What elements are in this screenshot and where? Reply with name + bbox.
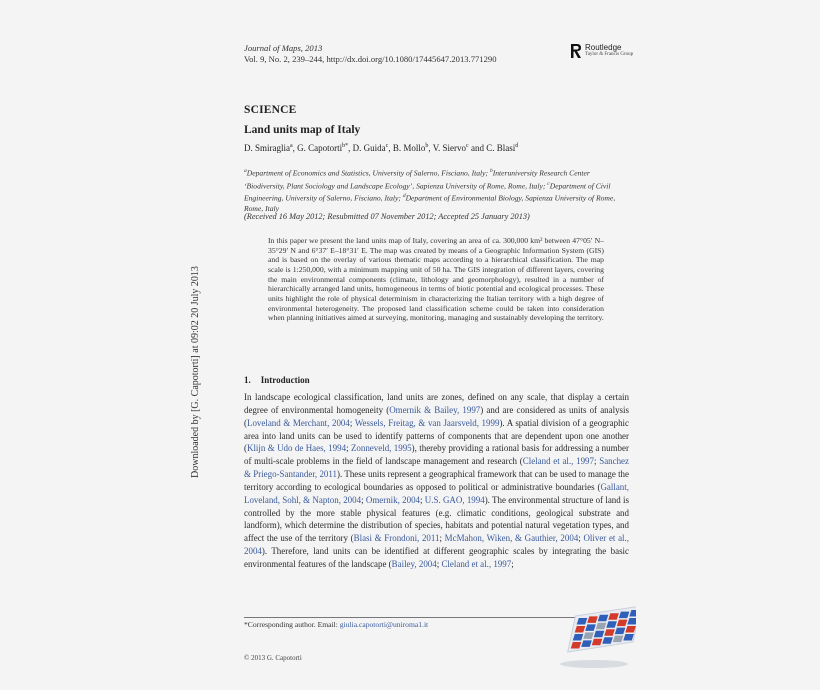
publisher-logo	[570, 43, 633, 59]
download-note: Downloaded by [G. Capotorti] at 09:02 20 July 2013	[190, 266, 201, 478]
citation-link[interactable]: Cleland et al., 1997	[522, 456, 594, 467]
citation-link[interactable]: U.S. GAO, 1994	[424, 494, 485, 505]
routledge-r-icon	[570, 43, 582, 59]
author-separator: ,	[348, 143, 353, 153]
author-affiliation-mark: c	[466, 143, 469, 149]
abstract: In this paper we present the land units map of Italy, covering an area of ca. 300,000 km² between 47°05′ N–35°29′ N and 6°37′ E–18°31′ E. The map was created by means of a Geographic Information System (GIS) and is based on the overlay of various thematic maps according to a hierarchical classification. The map scale is 1:250,000, with a minimum mapping unit of 50 ha. The GIS integration of different layers, covering the main environmental components (climate, lithology and geomorphology), resulted in a number of hierarchically arranged land units, homogeneous in terms of biotic potential and ecological processes. These units highlight the role of physical determinism in characterizing the Italian territory with a high degree of environmental heterogeneity. The proposed land classification scheme could be taken into consideration when planning initiatives aimed at surveying, monitoring, managing and sustainably developing the territory.	[268, 236, 604, 323]
body-text-run: ). Therefore, land units can be identified at different geographic scales by integrating the basic environmental features of the landscape (	[244, 546, 629, 569]
body-text-run: ;	[439, 533, 445, 544]
author-affiliation-mark: d	[515, 143, 519, 149]
journal-header	[244, 43, 497, 65]
author-name: G. Capotorti	[297, 143, 343, 153]
body-text-run: ;	[349, 417, 355, 428]
author-name: C. Blasi	[486, 143, 516, 153]
affiliations	[244, 166, 629, 214]
author-name: D. Guida	[352, 143, 386, 153]
citation-link[interactable]: Gallant, Loveland, Sohl, & Napton, 2004	[244, 481, 629, 505]
section-number: 1.	[244, 375, 251, 385]
body-text-run: ;	[420, 494, 425, 505]
citation-link[interactable]: Wessels, Freitag, & van Jaarsveld, 1999	[354, 417, 500, 428]
citation-link[interactable]: Klijn & Udo de Haes, 1994	[246, 443, 347, 454]
publisher-group: Taylor & Francis Group	[585, 52, 634, 57]
citation-link[interactable]: Loveland & Merchant, 2004	[246, 417, 350, 428]
body-text-run: ;	[361, 494, 366, 505]
author-name: D. Smiraglia	[244, 143, 290, 153]
journal-name: Journal of Maps, 2013	[244, 43, 323, 53]
author-affiliation-mark: b*	[342, 143, 349, 149]
author-affiliation-mark: a	[290, 143, 293, 149]
citation-link[interactable]: Bailey, 2004	[391, 558, 437, 569]
body-text-run: ). These units represent a geographical framework that can be used to manage the territory according to ecological boundaries as opposed to political or administrative boundaries (	[244, 469, 629, 492]
journal-logo	[548, 602, 636, 672]
body-text-run: ;	[594, 456, 600, 467]
affiliation-text: Department of Civil Engineering, University of Salerno, Fisciano, Italy;	[244, 181, 611, 203]
footnote-label: *Corresponding author. Email:	[244, 620, 340, 629]
author-email-link[interactable]: giulia.capotorti@uniroma1.it	[339, 620, 429, 629]
citation-link[interactable]: Omernik & Bailey, 1997	[389, 404, 481, 415]
author-separator: ,	[388, 143, 393, 153]
paper-title: Land units map of Italy	[244, 124, 361, 136]
body-text-run: ) and are considered as units of analysis (	[244, 404, 629, 428]
citation-link[interactable]: Cleland et al., 1997	[441, 558, 512, 569]
citation-link[interactable]: McMahon, Wiken, & Gauthier, 2004	[444, 533, 579, 544]
affiliation-text: Department of Economics and Statistics, University of Salerno, Fisciano, Italy;	[246, 168, 490, 178]
affiliation-mark: a	[244, 168, 247, 174]
author-separator: and	[468, 143, 487, 153]
section-title: Introduction	[260, 375, 310, 385]
body-text-run: ), thereby providing a rational basis for addressing a number of multi-scale problems in the field of landscape management and research (	[244, 443, 629, 467]
journal-volume-doi: Vol. 9, No. 2, 239–244, http://dx.doi.org/10.1080/17445647.2013.771290	[244, 54, 497, 64]
section-heading	[244, 375, 310, 385]
body-text-run: In landscape ecological classification, land units are zones, defined on any scale, that display a certain degree of environmental homogeneity (	[244, 392, 629, 415]
citation-link[interactable]: Omernik, 2004	[365, 494, 421, 505]
author-affiliation-mark: c	[385, 143, 389, 149]
author-name: V. Siervo	[432, 143, 467, 153]
body-paragraph	[244, 391, 629, 571]
author-affiliation-mark: b	[425, 143, 429, 149]
body-text-run: ;	[346, 443, 351, 454]
body-text-run: ). A spatial division of a geographic area into land units can be used to identify patterns of components that are dependent upon one another (	[244, 417, 630, 454]
body-text-run: ). The environmental structure of land is controlled by the more stable physical features (e.g. climatic conditions, geological substrate and landform), which determine the distribution of species, habitats and potential natural vegetation types, and affect the use of the territory (	[244, 494, 629, 544]
body-text-run: ;	[511, 558, 514, 569]
publisher-name: Routledge	[585, 43, 622, 52]
author-separator: ,	[292, 143, 298, 153]
affiliation-mark: c	[547, 180, 550, 187]
body-text-run: ;	[436, 558, 442, 569]
copyright: © 2013 G. Capotorti	[244, 654, 302, 662]
citation-link[interactable]: Oliver et al., 2004	[244, 533, 629, 557]
affiliation-text: Department of Environmental Biology, Sapienza University of Rome, Rome, Italy	[244, 193, 616, 213]
affiliation-text: Interuniversity Research Center ‘Biodiversity, Plant Sociology and Landscape Ecology’, Sapienza University of Rome, Rome, Italy;	[244, 168, 590, 191]
section-label: SCIENCE	[244, 104, 297, 116]
body-text-run: ;	[578, 533, 584, 544]
author-list	[244, 143, 518, 153]
author-separator: ,	[428, 143, 433, 153]
affiliation-mark: b	[489, 168, 493, 174]
footnote	[244, 620, 428, 629]
citation-link[interactable]: Blasi & Frondoni, 2011	[353, 533, 440, 544]
affiliation-mark: d	[402, 193, 406, 200]
citation-link[interactable]: Sanchez & Priego-Santander, 2011	[244, 456, 629, 480]
author-name: B. Mollo	[392, 143, 426, 153]
citation-link[interactable]: Zonneveld, 1995	[350, 443, 412, 454]
received-dates: (Received 16 May 2012; Resubmitted 07 November 2012; Accepted 25 January 2013)	[244, 212, 530, 221]
